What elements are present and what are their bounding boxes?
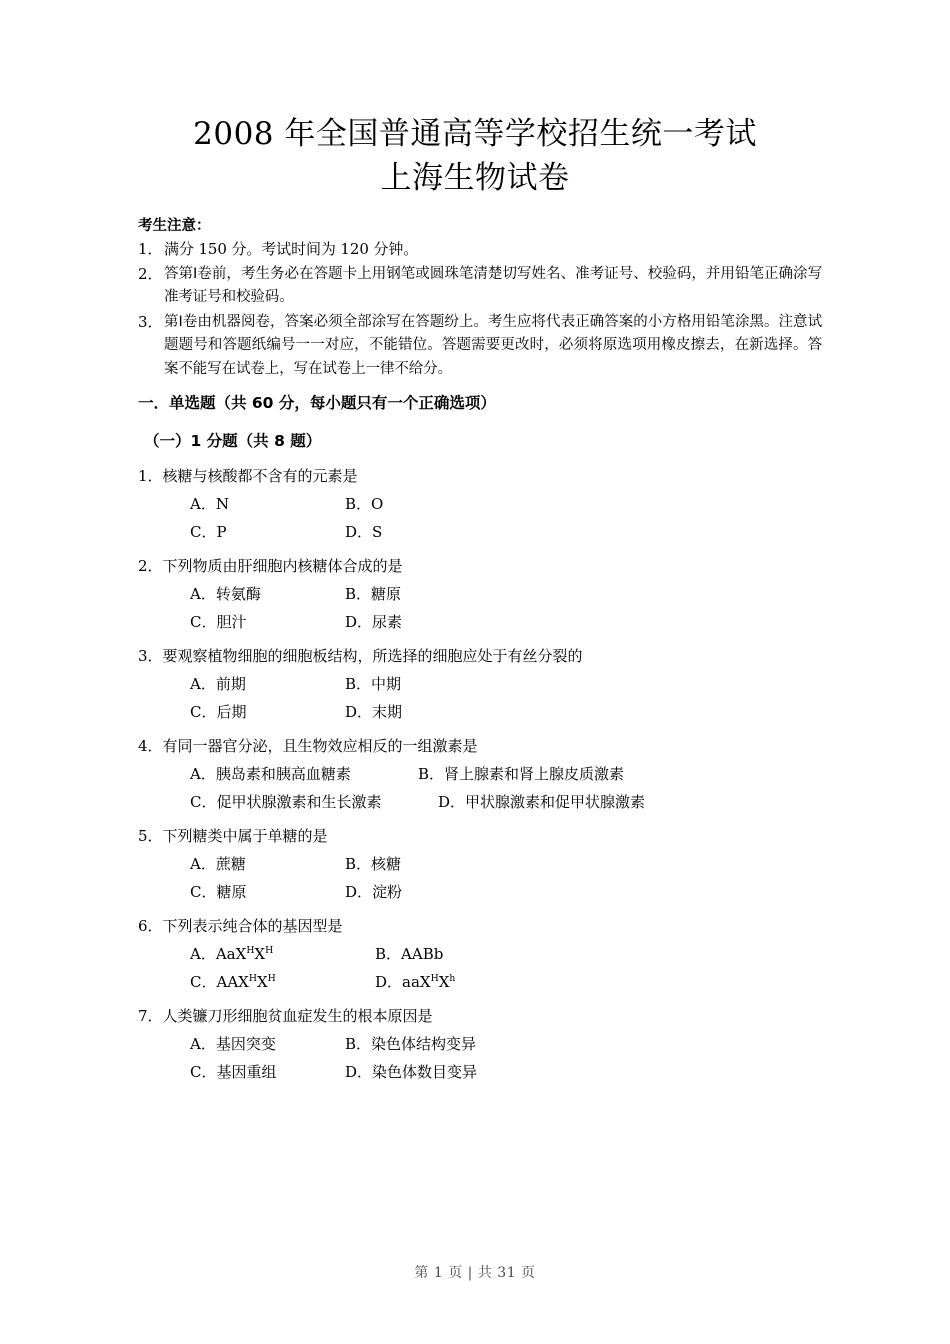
option-a[interactable] [190, 944, 375, 965]
option-row [138, 522, 822, 543]
option-a[interactable] [190, 764, 418, 785]
question-stem-text: 要观察植物细胞的细胞板结构，所选择的细胞应处于有丝分裂的 [162, 647, 583, 665]
option-group [138, 584, 822, 633]
option-label: D． [345, 523, 373, 541]
option-label: C． [190, 883, 217, 901]
question-stem-text: 人类镰刀形细胞贫血症发生的根本原因是 [162, 1007, 433, 1025]
question-stem [138, 825, 822, 847]
option-label: A． [190, 495, 216, 513]
option-label: C． [190, 613, 217, 631]
option-text: $AAX^HX^H$ [216, 973, 276, 991]
option-d[interactable] [345, 1062, 477, 1083]
option-row [138, 882, 822, 903]
option-label: D． [375, 973, 403, 991]
notice-item [138, 311, 822, 382]
option-label: A． [190, 675, 216, 693]
option-c[interactable] [190, 792, 438, 813]
question-number: 4． [138, 737, 163, 755]
option-label: B． [345, 495, 372, 513]
option-text: 中期 [371, 675, 402, 693]
question-number: 6． [138, 917, 163, 935]
option-c[interactable] [190, 612, 345, 633]
option-label: C． [190, 523, 217, 541]
question-number: 2． [138, 557, 163, 575]
question-number: 5． [138, 827, 163, 845]
option-row [138, 792, 822, 813]
option-row [138, 764, 822, 785]
option-label: A． [190, 855, 216, 873]
document-body [0, 216, 950, 1083]
option-text: 胆汁 [216, 613, 247, 631]
notice-item [138, 238, 822, 262]
option-label: A． [190, 585, 216, 603]
question-number: 7． [138, 1007, 163, 1025]
option-row [138, 584, 822, 605]
question-stem-text: 有同一器官分泌，且生物效应相反的一组激素是 [162, 737, 478, 755]
option-label: B． [345, 855, 372, 873]
notice-item-text: 第Ⅰ卷由机器阅卷，答案必须全部涂写在答题纷上。考生应将代表正确答案的小方格用铅笔涂黑。注意试题题号和答题纸编号一一对应，不能错位。答题需要更改时，必须将原选项用橡皮擦去，在新选择。答案不能写在试卷上，写在试卷上一律不给分。 [164, 313, 822, 377]
option-b[interactable] [345, 494, 383, 515]
option-b[interactable] [345, 674, 401, 695]
option-text: 促甲状腺激素和生长激素 [216, 793, 382, 811]
question-block [138, 915, 822, 993]
option-c[interactable] [190, 702, 345, 723]
option-label: C． [190, 1063, 217, 1081]
question-list [138, 465, 822, 1083]
option-text: 染色体数目变异 [372, 1063, 478, 1081]
option-text: 糖原 [371, 585, 402, 603]
option-row [138, 1062, 822, 1083]
question-stem-text: 下列表示纯合体的基因型是 [162, 917, 343, 935]
option-row [138, 494, 822, 515]
option-text: 糖原 [216, 883, 247, 901]
option-text: O [371, 495, 384, 513]
option-text: 胰岛素和胰高血糖素 [215, 765, 351, 783]
option-b[interactable] [375, 944, 443, 965]
option-d[interactable] [345, 702, 402, 723]
option-label: C． [190, 973, 217, 991]
option-row [138, 972, 822, 993]
option-label: B． [418, 765, 445, 783]
option-c[interactable] [190, 1062, 345, 1083]
option-text: 转氨酶 [215, 585, 261, 603]
notice-heading: 考生注意： [138, 218, 211, 234]
option-group [138, 494, 822, 543]
option-text: $aaX^HX^h$ [402, 973, 456, 991]
question-block [138, 465, 822, 543]
notice-item-text: 满分 150 分。考试时间为 120 分钟。 [164, 240, 419, 258]
question-block [138, 645, 822, 723]
option-a[interactable] [190, 674, 345, 695]
option-text: 甲状腺激素和促甲状腺激素 [465, 793, 646, 811]
option-b[interactable] [345, 854, 401, 875]
question-stem [138, 465, 822, 487]
question-number: 1． [138, 467, 163, 485]
option-group [138, 1034, 822, 1083]
question-stem [138, 555, 822, 577]
option-text: 前期 [215, 675, 246, 693]
notice-item-text: 答第Ⅰ卷前，考生务必在答题卡上用钢笔或圆珠笔清楚切写姓名、准考证号、校验码，并用铅笔正确涂写准考证号和校验码。 [164, 265, 822, 305]
option-b[interactable] [345, 584, 401, 605]
option-label: D． [345, 613, 373, 631]
option-text: 淀粉 [372, 883, 403, 901]
option-text: AABb [401, 945, 444, 963]
question-stem [138, 915, 822, 937]
option-label: B． [345, 585, 372, 603]
option-text: P [216, 523, 227, 541]
option-d[interactable] [438, 792, 645, 813]
notice-item [138, 263, 822, 310]
section-header-single-choice: 一．单选题（共 60 分，每小题只有一个正确选项） [138, 394, 496, 412]
option-d[interactable] [375, 972, 455, 993]
option-b[interactable] [345, 1034, 476, 1055]
question-number: 3． [138, 647, 163, 665]
option-label: C． [190, 703, 217, 721]
option-row [138, 854, 822, 875]
option-row [138, 1034, 822, 1055]
option-label: C． [190, 793, 217, 811]
option-b[interactable] [418, 764, 624, 785]
option-row [138, 702, 822, 723]
option-text: 核糖 [371, 855, 402, 873]
option-row [138, 612, 822, 633]
option-text: 末期 [372, 703, 403, 721]
page-title [0, 0, 950, 200]
option-text: 尿素 [372, 613, 403, 631]
question-block [138, 825, 822, 903]
option-label: D． [345, 703, 373, 721]
option-group [138, 944, 822, 993]
question-stem [138, 1005, 822, 1027]
option-text: 基因重组 [216, 1063, 277, 1081]
option-c[interactable] [190, 972, 375, 993]
question-block [138, 1005, 822, 1083]
option-label: A． [190, 1035, 216, 1053]
sub-header-one-point: （一）1 分题（共 8 题） [144, 432, 322, 450]
option-a[interactable] [190, 854, 345, 875]
question-stem-text: 核糖与核酸都不含有的元素是 [162, 467, 358, 485]
option-d[interactable] [345, 882, 402, 903]
option-label: D． [345, 883, 373, 901]
option-label: A． [190, 765, 216, 783]
title-line-1: 2008 年全国普通高等学校招生统一考试 [193, 116, 757, 152]
notice-item-number: 2． [138, 264, 163, 283]
question-stem [138, 735, 822, 757]
title-line-2: 上海生物试卷 [380, 160, 570, 196]
option-c[interactable] [190, 882, 345, 903]
option-label: D． [438, 793, 466, 811]
question-block [138, 735, 822, 813]
notice-item-number: 1． [138, 240, 163, 258]
option-text: 蔗糖 [215, 855, 246, 873]
option-a[interactable] [190, 1034, 345, 1055]
question-stem-text: 下列物质由肝细胞内核糖体合成的是 [162, 557, 403, 575]
option-label: A． [190, 945, 216, 963]
option-text: N [215, 495, 229, 513]
option-a[interactable] [190, 494, 345, 515]
option-text: 基因突变 [215, 1035, 276, 1053]
question-stem-text: 下列糖类中属于单糖的是 [162, 827, 328, 845]
option-c[interactable] [190, 522, 345, 543]
page-footer: 第 1 页 | 共 31 页 [414, 1265, 536, 1281]
question-block [138, 555, 822, 633]
option-label: B． [345, 675, 372, 693]
option-text: 染色体结构变异 [371, 1035, 477, 1053]
option-label: D． [345, 1063, 373, 1081]
question-stem [138, 645, 822, 667]
option-text: S [372, 523, 383, 541]
option-row [138, 944, 822, 965]
option-d[interactable] [345, 522, 382, 543]
option-a[interactable] [190, 584, 345, 605]
option-group [138, 674, 822, 723]
option-d[interactable] [345, 612, 402, 633]
option-text: 肾上腺素和肾上腺皮质激素 [444, 765, 625, 783]
option-label: B． [345, 1035, 372, 1053]
option-group [138, 854, 822, 903]
option-text: $AaX^HX^H$ [215, 945, 274, 963]
notice-list [138, 238, 822, 381]
option-row [138, 674, 822, 695]
option-label: B． [375, 945, 402, 963]
option-group [138, 764, 822, 813]
notice-item-number: 3． [138, 312, 163, 331]
option-text: 后期 [216, 703, 247, 721]
